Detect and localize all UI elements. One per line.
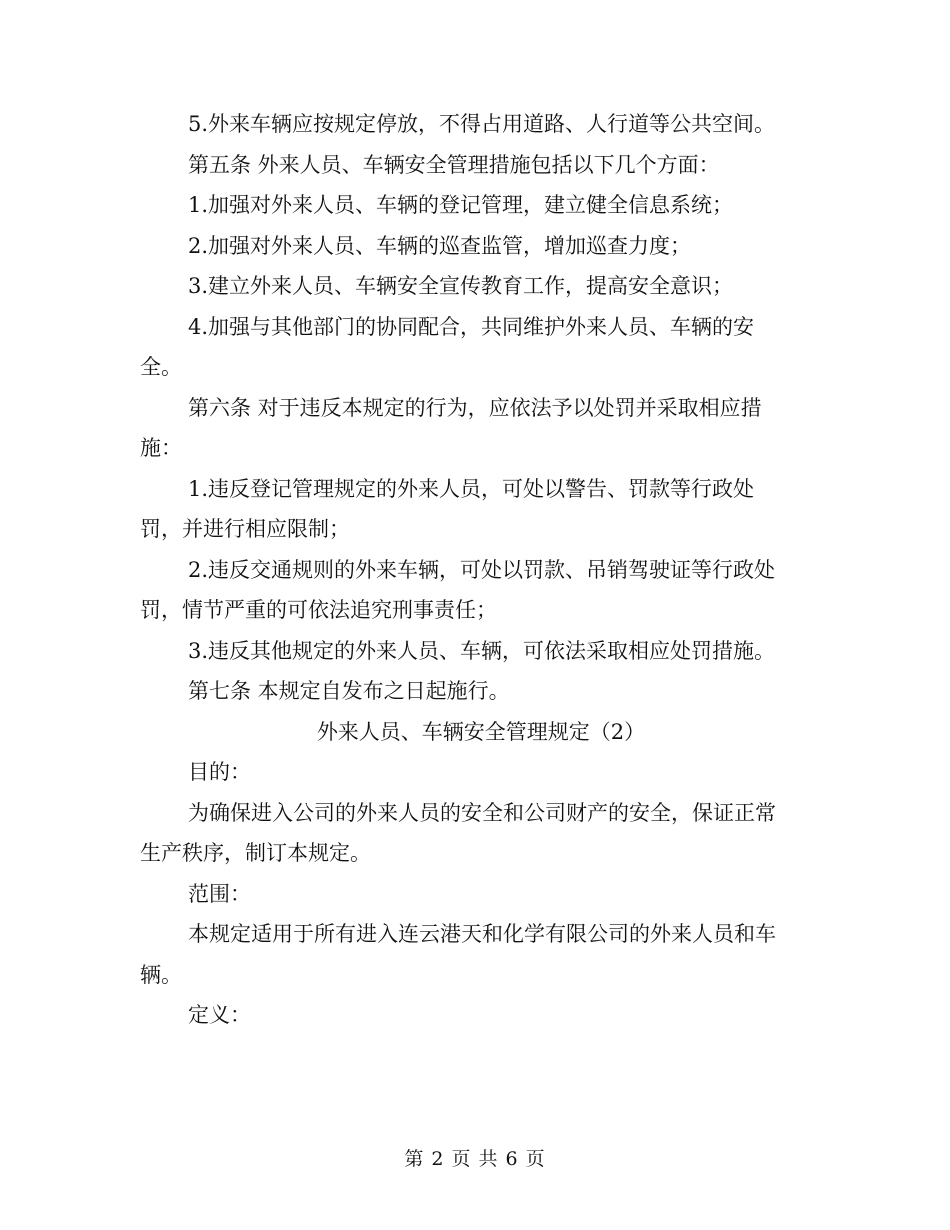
paragraph-line: 1.违反登记管理规定的外来人员，可处以警告、罚款等行政处 [188,476,755,501]
purpose-heading: 目的： [188,760,251,784]
paragraph-line: 2.加强对外来人员、车辆的巡查监管，增加巡查力度； [188,233,692,258]
paragraph-line: 本规定适用于所有进入连云港天和化学有限公司的外来人员和车 [188,922,776,946]
article-7-heading: 第七条 本规定自发布之日起施行。 [188,679,510,703]
paragraph-line: 1.加强对外来人员、车辆的登记管理，建立健全信息系统； [188,193,734,217]
section-title: 外来人员、车辆安全管理规定（2） [316,719,646,744]
paragraph-line: 全。 [140,355,182,379]
paragraph-line: 罚，情节严重的可依法追究刑事责任； [140,598,497,622]
paragraph-line: 3.违反其他规定的外来人员、车辆，可依法采取相应处罚措施。 [188,638,776,663]
article-6-heading: 第六条 对于违反本规定的行为，应依法予以处罚并采取相应措 [188,395,762,420]
scope-heading: 范围： [188,881,251,906]
paragraph-line: 3.建立外来人员、车辆安全宣传教育工作，提高安全意识； [188,274,734,298]
paragraph-line: 施： [140,436,182,460]
definition-heading: 定义： [188,1003,251,1027]
paragraph-line: 罚，并进行相应限制； [140,517,350,541]
document-body [140,104,802,1036]
paragraph-line: 生产秩序，制订本规定。 [140,841,371,865]
paragraph-line: 2.违反交通规则的外来车辆，可处以罚款、吊销驾驶证等行政处 [188,557,776,582]
paragraph-line: 4.加强与其他部门的协同配合，共同维护外来人员、车辆的安 [188,314,755,339]
paragraph-line: 5.外来车辆应按规定停放，不得占用道路、人行道等公共空间。 [188,112,776,136]
paragraph-line: 为确保进入公司的外来人员的安全和公司财产的安全，保证正常 [188,800,776,825]
page-number-footer: 第 2 页 共 6 页 [404,1148,546,1170]
article-5-heading: 第五条 外来人员、车辆安全管理措施包括以下几个方面： [188,152,720,177]
paragraph-line: 辆。 [140,962,182,987]
